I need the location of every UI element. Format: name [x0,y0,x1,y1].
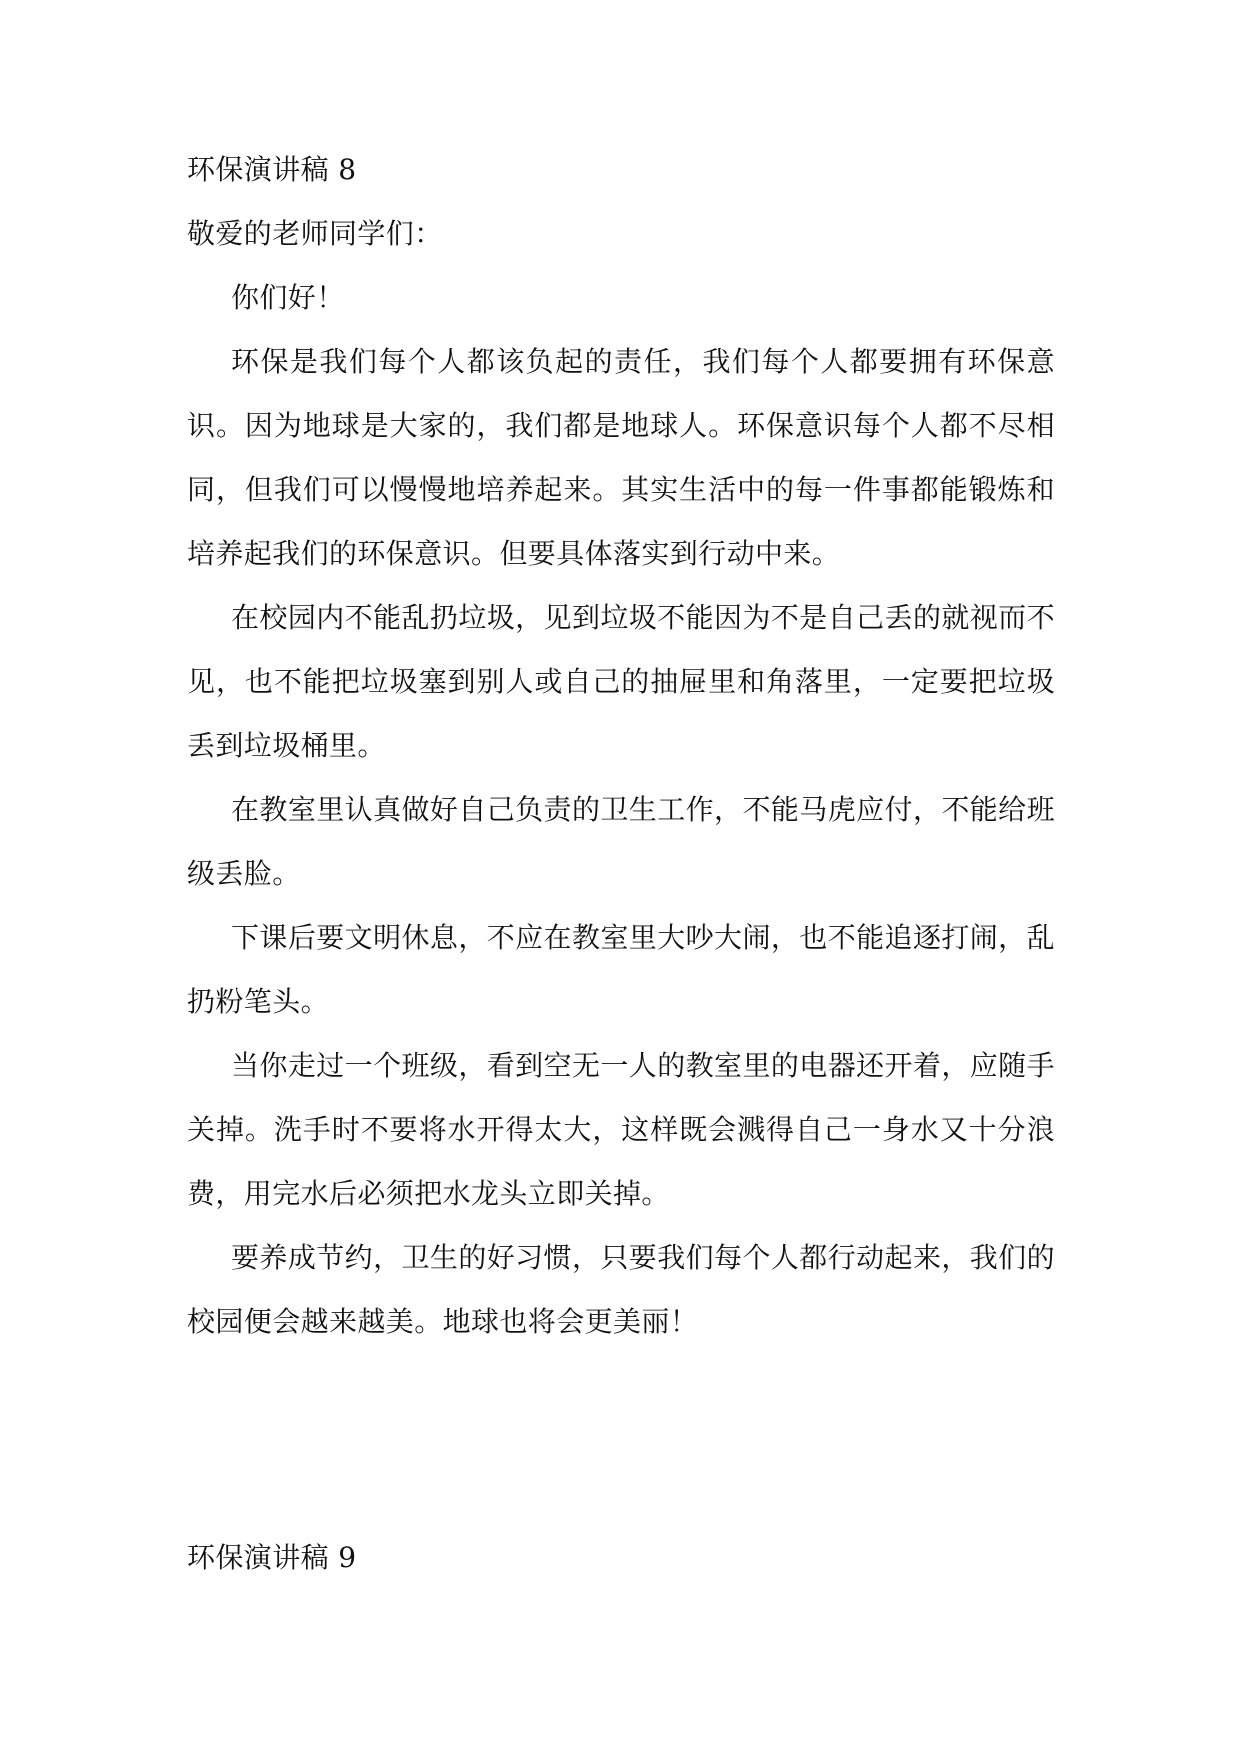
speech-title: 环保演讲稿 8 [187,153,357,186]
body-paragraph: 在校园内不能乱扔垃圾，见到垃圾不能因为不是自己丢的就视而不见，也不能把垃圾塞到别人或自己的抽屉里和角落里，一定要把垃圾丢到垃圾桶里。 [187,601,1055,762]
body-paragraph: 当你走过一个班级，看到空无一人的教室里的电器还开着，应随手关掉。洗手时不要将水开得太大，这样既会溅得自己一身水又十分浪费，用完水后必须把水龙头立即关掉。 [187,1049,1055,1210]
body-paragraph: 要养成节约，卫生的好习惯，只要我们每个人都行动起来，我们的校园便会越来越美。地球也将会更美丽！ [187,1241,1055,1338]
body-paragraph: 在教室里认真做好自己负责的卫生工作，不能马虎应付，不能给班级丢脸。 [187,793,1055,890]
speech-section-8 [187,138,1055,1354]
speech-title: 环保演讲稿 9 [187,1541,357,1574]
body-paragraph: 下课后要文明休息，不应在教室里大吵大闹，也不能追逐打闹，乱扔粉笔头。 [187,921,1055,1018]
body-paragraph: 环保是我们每个人都该负起的责任，我们每个人都要拥有环保意识。因为地球是大家的，我们都是地球人。环保意识每个人都不尽相同，但我们可以慢慢地培养起来。其实生活中的每一件事都能锻炼和培养起我们的环保意识。但要具体落实到行动中来。 [187,345,1055,570]
speech-section-9 [187,1526,1055,1590]
greeting: 你们好！ [231,281,345,314]
salutation: 敬爱的老师同学们： [187,217,443,250]
